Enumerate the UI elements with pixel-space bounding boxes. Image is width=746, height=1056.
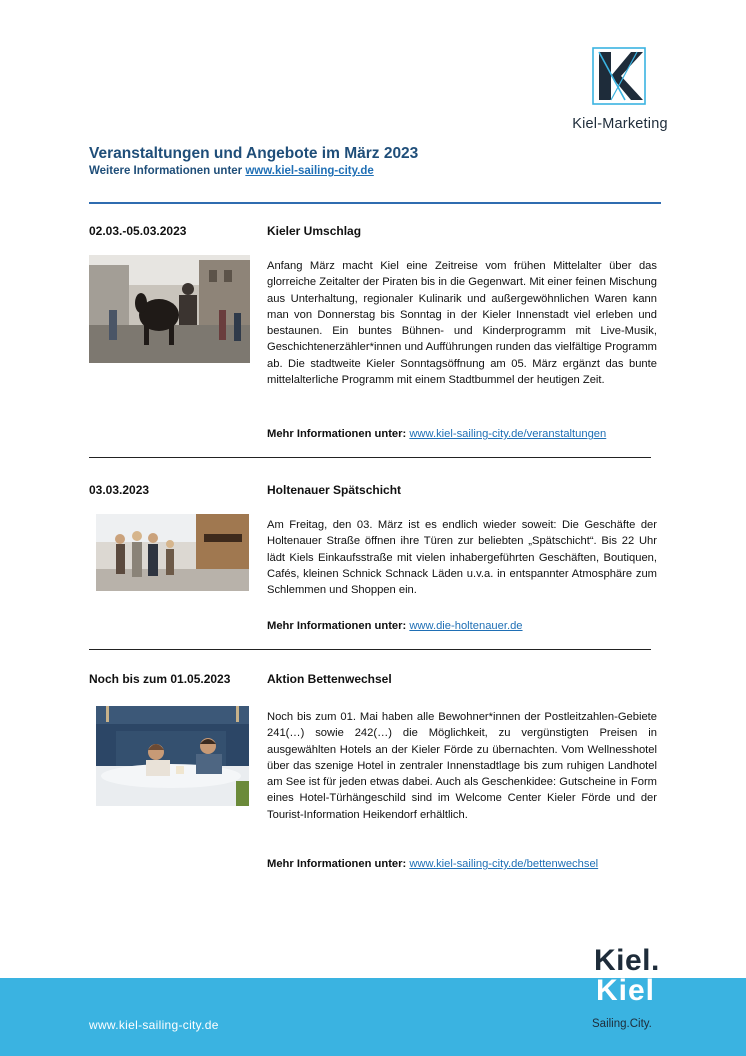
event-date: 03.03.2023 <box>89 483 150 497</box>
medieval-parade-photo <box>89 255 250 363</box>
kiel-logo-mirror-word: Kiel <box>596 974 656 1007</box>
more-info-label: Mehr Informationen unter: <box>267 620 407 632</box>
hotel-bed-photo <box>96 706 249 806</box>
event-description: Anfang März macht Kiel eine Zeitreise vom frühen Mittelalter über das glorreiche Zeitalter der Piraten bis in die Gegenwart. Mit einer feinen Mischung aus Unterhaltung, regionaler Kulinarik und außergewöhnlichen Waren kann man von Donnerstag bis Sonntag in der Kieler Innenstadt viel erleben und bestaunen. Ein buntes Bühnen- und Kinderprogramm mit Live-Musik, Geschichtenerzähler*innen und Aufführungen runden das vielfältige Programm ab. Die stadtweite Kieler Sonntagsöffnung am 05. März ergänzt das bunte mittelalterliche Programm mit einem Stadtbummel der heutigen Zeit. <box>267 260 657 387</box>
section-divider <box>89 457 651 458</box>
k-logo-icon <box>591 46 647 106</box>
more-info-label: Mehr Informationen unter: <box>267 428 407 440</box>
more-info <box>267 428 606 440</box>
event-description: Am Freitag, den 03. März ist es endlich wieder soweit: Die Geschäfte der Holtenauer Straße öffnen ihre Türen zur beliebten „Spätschicht“. Bis 22 Uhr lädt Kiels Einkaufsstraße mit vielen inhabergeführten Geschäften, Boutiquen, Cafés, kleinen Schnick Schnack Läden u.v.a. in entspannter Atmosphäre zum Schlemmen und Shoppen ein. <box>267 519 657 597</box>
logo-text: Kiel-Marketing <box>572 116 668 132</box>
kiel-marketing-logo <box>560 46 680 136</box>
event-description: Noch bis zum 01. Mai haben alle Bewohner*innen der Postleitzahlen-Gebiete 241(…) sowie 242(…) die Möglichkeit, zu vergünstigten Preisen in ausgewählten Hotels an der Kieler Förde zu übernachten. Vom Wellnesshotel über das szenige Hotel in zentraler Innenstadtlage bis zum ruhigen Landhotel am See ist für jeden etwas dabei. Auch als Geschenkidee: Gutscheine in Form eines Hotel-Türhängeschild sind im Welcome Center Kieler Förde und der Tourist-Information Heikendorf erhältlich. <box>267 711 657 821</box>
more-info-link[interactable]: www.die-holtenauer.de <box>409 620 523 632</box>
subtitle-link[interactable]: www.kiel-sailing-city.de <box>245 165 374 177</box>
subtitle-prefix: Weitere Informationen unter <box>89 165 246 177</box>
more-info-label: Mehr Informationen unter: <box>267 858 407 870</box>
more-info-link[interactable]: www.kiel-sailing-city.de/bettenwechsel <box>409 858 599 870</box>
event-date: Noch bis zum 01.05.2023 <box>89 672 231 686</box>
kiel-sailing-city-logo <box>592 945 682 1035</box>
section-divider <box>89 649 651 650</box>
kiel-logo-word: Kiel. <box>594 944 660 977</box>
more-info <box>267 858 598 870</box>
page-title: Veranstaltungen und Angebote im März 2023 <box>89 145 419 162</box>
kiel-logo-tagline: Sailing.City. <box>592 1018 652 1030</box>
more-info-link[interactable]: www.kiel-sailing-city.de/veranstaltungen <box>409 428 607 440</box>
shopping-street-photo <box>96 514 249 591</box>
event-title: Aktion Bettenwechsel <box>267 672 392 686</box>
top-divider <box>89 202 661 204</box>
more-info <box>267 620 523 632</box>
event-title: Holtenauer Spätschicht <box>267 483 402 497</box>
event-date: 02.03.-05.03.2023 <box>89 224 187 238</box>
page-subtitle <box>89 165 374 177</box>
footer-url[interactable]: www.kiel-sailing-city.de <box>89 1018 219 1032</box>
event-title: Kieler Umschlag <box>267 224 362 238</box>
